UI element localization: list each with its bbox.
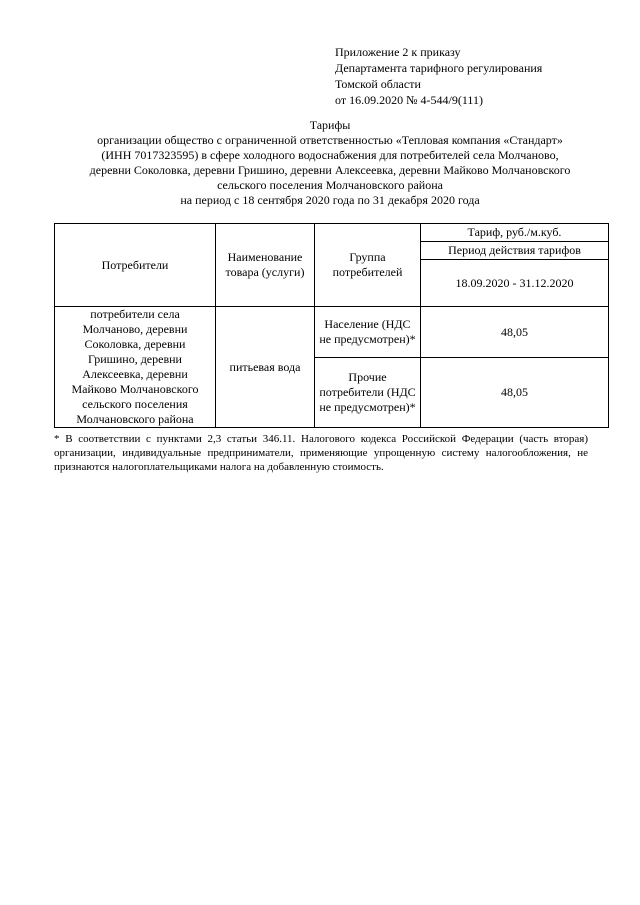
title-line-1: организации общество с ограниченной ответственностью «Тепловая компания «Стандарт» [97,133,563,147]
appendix-header [335,44,542,108]
appendix-line-1: Приложение 2 к приказу [335,45,461,59]
table-row [55,307,609,358]
document-title [40,118,620,208]
header-tariff: Тариф, руб./м.куб. [421,224,609,242]
tariff-value-cell: 48,05 [421,358,609,428]
header-group: Группа потребителей [315,224,421,307]
appendix-line-2: Департамента тарифного регулирования [335,61,543,75]
consumers-cell: потребители села Молчаново, деревни Соколовка, деревни Гришино, деревни Алексеевка, деревни Майково Молчановского сельского поселения Молчановского района [55,307,216,428]
appendix-line-4: от 16.09.2020 № 4-544/9(111) [335,93,483,107]
tariff-value-cell: 48,05 [421,307,609,358]
title-line-5: на период с 18 сентября 2020 года по 31 декабря 2020 года [180,193,480,207]
group-cell: Население (НДС не предусмотрен)* [315,307,421,358]
header-period-range: 18.09.2020 - 31.12.2020 [421,260,609,307]
tariff-table [54,223,609,428]
group-cell: Прочие потребители (НДС не предусмотрен)* [315,358,421,428]
footnote: * В соответствии с пунктами 2,3 статьи 346.11. Налогового кодекса Российской Федерации (часть вторая) организации, индивидуальные предприниматели, применяющие упрощенную систему налогообложения, не признаются налогоплательщиками налога на добавленную стоимость. [54,433,588,473]
header-product: Наименование товара (услуги) [216,224,315,307]
header-consumers: Потребители [55,224,216,307]
appendix-line-3: Томской области [335,77,421,91]
product-cell: питьевая вода [216,307,315,428]
header-period: Период действия тарифов [421,242,609,260]
title-line-2: (ИНН 7017323595) в сфере холодного водоснабжения для потребителей села Молчаново, [101,148,559,162]
title-line-4: сельского поселения Молчановского района [217,178,443,192]
title-line-3: деревни Соколовка, деревни Гришино, деревни Алексеевка, деревни Майково Молчановского [89,163,571,177]
title-heading: Тарифы [309,118,351,132]
